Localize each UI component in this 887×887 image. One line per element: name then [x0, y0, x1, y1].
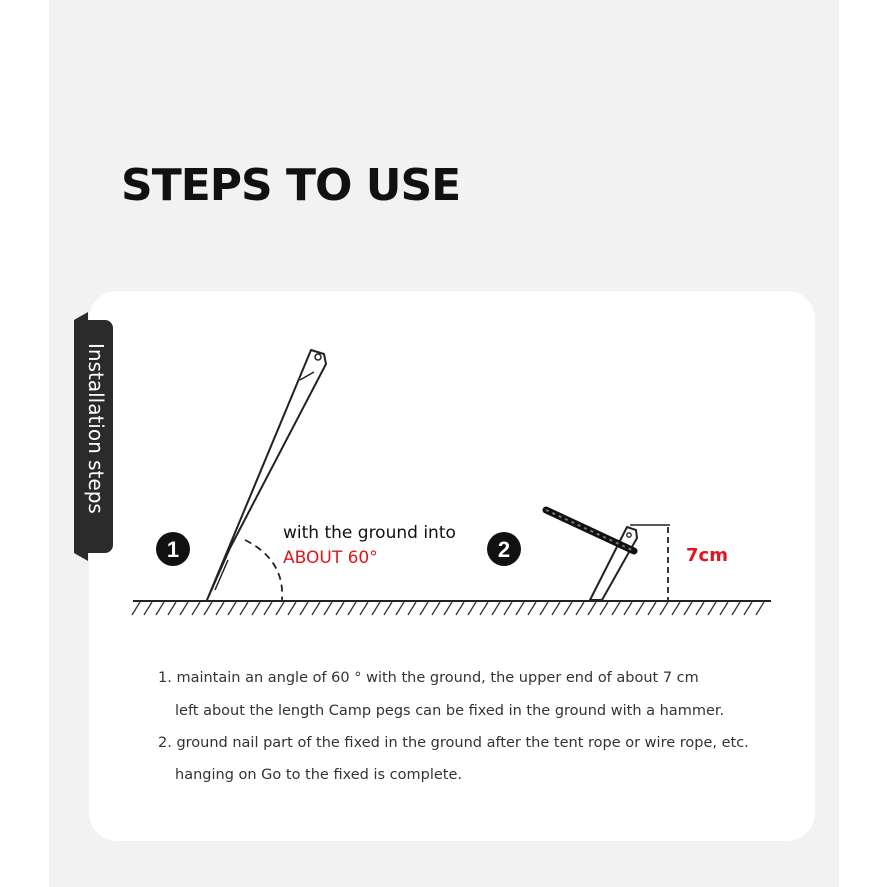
- hatch-mark: [384, 602, 392, 615]
- step1-caption-line1: with the ground into: [283, 523, 456, 543]
- step1-badge: [156, 532, 190, 566]
- hatch-mark: [612, 602, 620, 615]
- step2-measure-label: 7cm: [686, 545, 728, 566]
- hatch-mark: [444, 602, 452, 615]
- hatch-mark: [228, 602, 236, 615]
- hatch-mark: [660, 602, 668, 615]
- hatch-mark: [216, 602, 224, 615]
- instruction-2-line-2: hanging on Go to the fixed is complete.: [175, 767, 462, 783]
- hatch-mark: [252, 602, 260, 615]
- hatch-mark: [144, 602, 152, 615]
- hatch-mark: [636, 602, 644, 615]
- hatch-mark: [276, 602, 284, 615]
- hatch-mark: [372, 602, 380, 615]
- side-tab-label: Installation steps: [84, 343, 108, 514]
- hatch-mark: [468, 602, 476, 615]
- hatch-mark: [156, 602, 164, 615]
- hatch-mark: [720, 602, 728, 615]
- instruction-2-line-1: 2. ground nail part of the fixed in the ground after the tent rope or wire rope, etc.: [158, 735, 749, 751]
- hatch-mark: [396, 602, 404, 615]
- hatch-mark: [708, 602, 716, 615]
- hatch-mark: [432, 602, 440, 615]
- hatch-mark: [624, 602, 632, 615]
- hatch-mark: [408, 602, 416, 615]
- hatch-mark: [528, 602, 536, 615]
- ground-hatching: [132, 602, 764, 615]
- hatch-mark: [576, 602, 584, 615]
- hatch-mark: [540, 602, 548, 615]
- instruction-1-line-1: 1. maintain an angle of 60 ° with the ground, the upper end of about 7 cm: [158, 670, 699, 686]
- hatch-mark: [684, 602, 692, 615]
- hatch-mark: [672, 602, 680, 615]
- hatch-mark: [732, 602, 740, 615]
- angle-arc: [245, 540, 282, 600]
- hatch-mark: [132, 602, 140, 615]
- hatch-mark: [204, 602, 212, 615]
- hatch-mark: [552, 602, 560, 615]
- page-title: STEPS TO USE: [121, 160, 461, 211]
- step2-badge: [487, 532, 521, 566]
- instruction-1-line-2: left about the length Camp pegs can be fixed in the ground with a hammer.: [175, 703, 725, 719]
- hatch-mark: [168, 602, 176, 615]
- hatch-mark: [240, 602, 248, 615]
- hatch-mark: [480, 602, 488, 615]
- hatch-mark: [348, 602, 356, 615]
- hatch-mark: [360, 602, 368, 615]
- hatch-mark: [492, 602, 500, 615]
- hatch-mark: [648, 602, 656, 615]
- hatch-mark: [600, 602, 608, 615]
- hatch-mark: [456, 602, 464, 615]
- step2-number: 2: [497, 537, 511, 562]
- hatch-mark: [288, 602, 296, 615]
- step1-number: 1: [166, 537, 180, 562]
- hatch-mark: [744, 602, 752, 615]
- hatch-mark: [696, 602, 704, 615]
- hatch-mark: [336, 602, 344, 615]
- hatch-mark: [312, 602, 320, 615]
- hatch-mark: [180, 602, 188, 615]
- hatch-mark: [504, 602, 512, 615]
- hatch-mark: [588, 602, 596, 615]
- hatch-mark: [420, 602, 428, 615]
- hatch-mark: [516, 602, 524, 615]
- step1-caption-line2: ABOUT 60°: [283, 548, 378, 568]
- hatch-mark: [192, 602, 200, 615]
- hatch-mark: [756, 602, 764, 615]
- hatch-mark: [264, 602, 272, 615]
- hatch-mark: [564, 602, 572, 615]
- hatch-mark: [324, 602, 332, 615]
- hatch-mark: [300, 602, 308, 615]
- rope-icon: [546, 510, 634, 551]
